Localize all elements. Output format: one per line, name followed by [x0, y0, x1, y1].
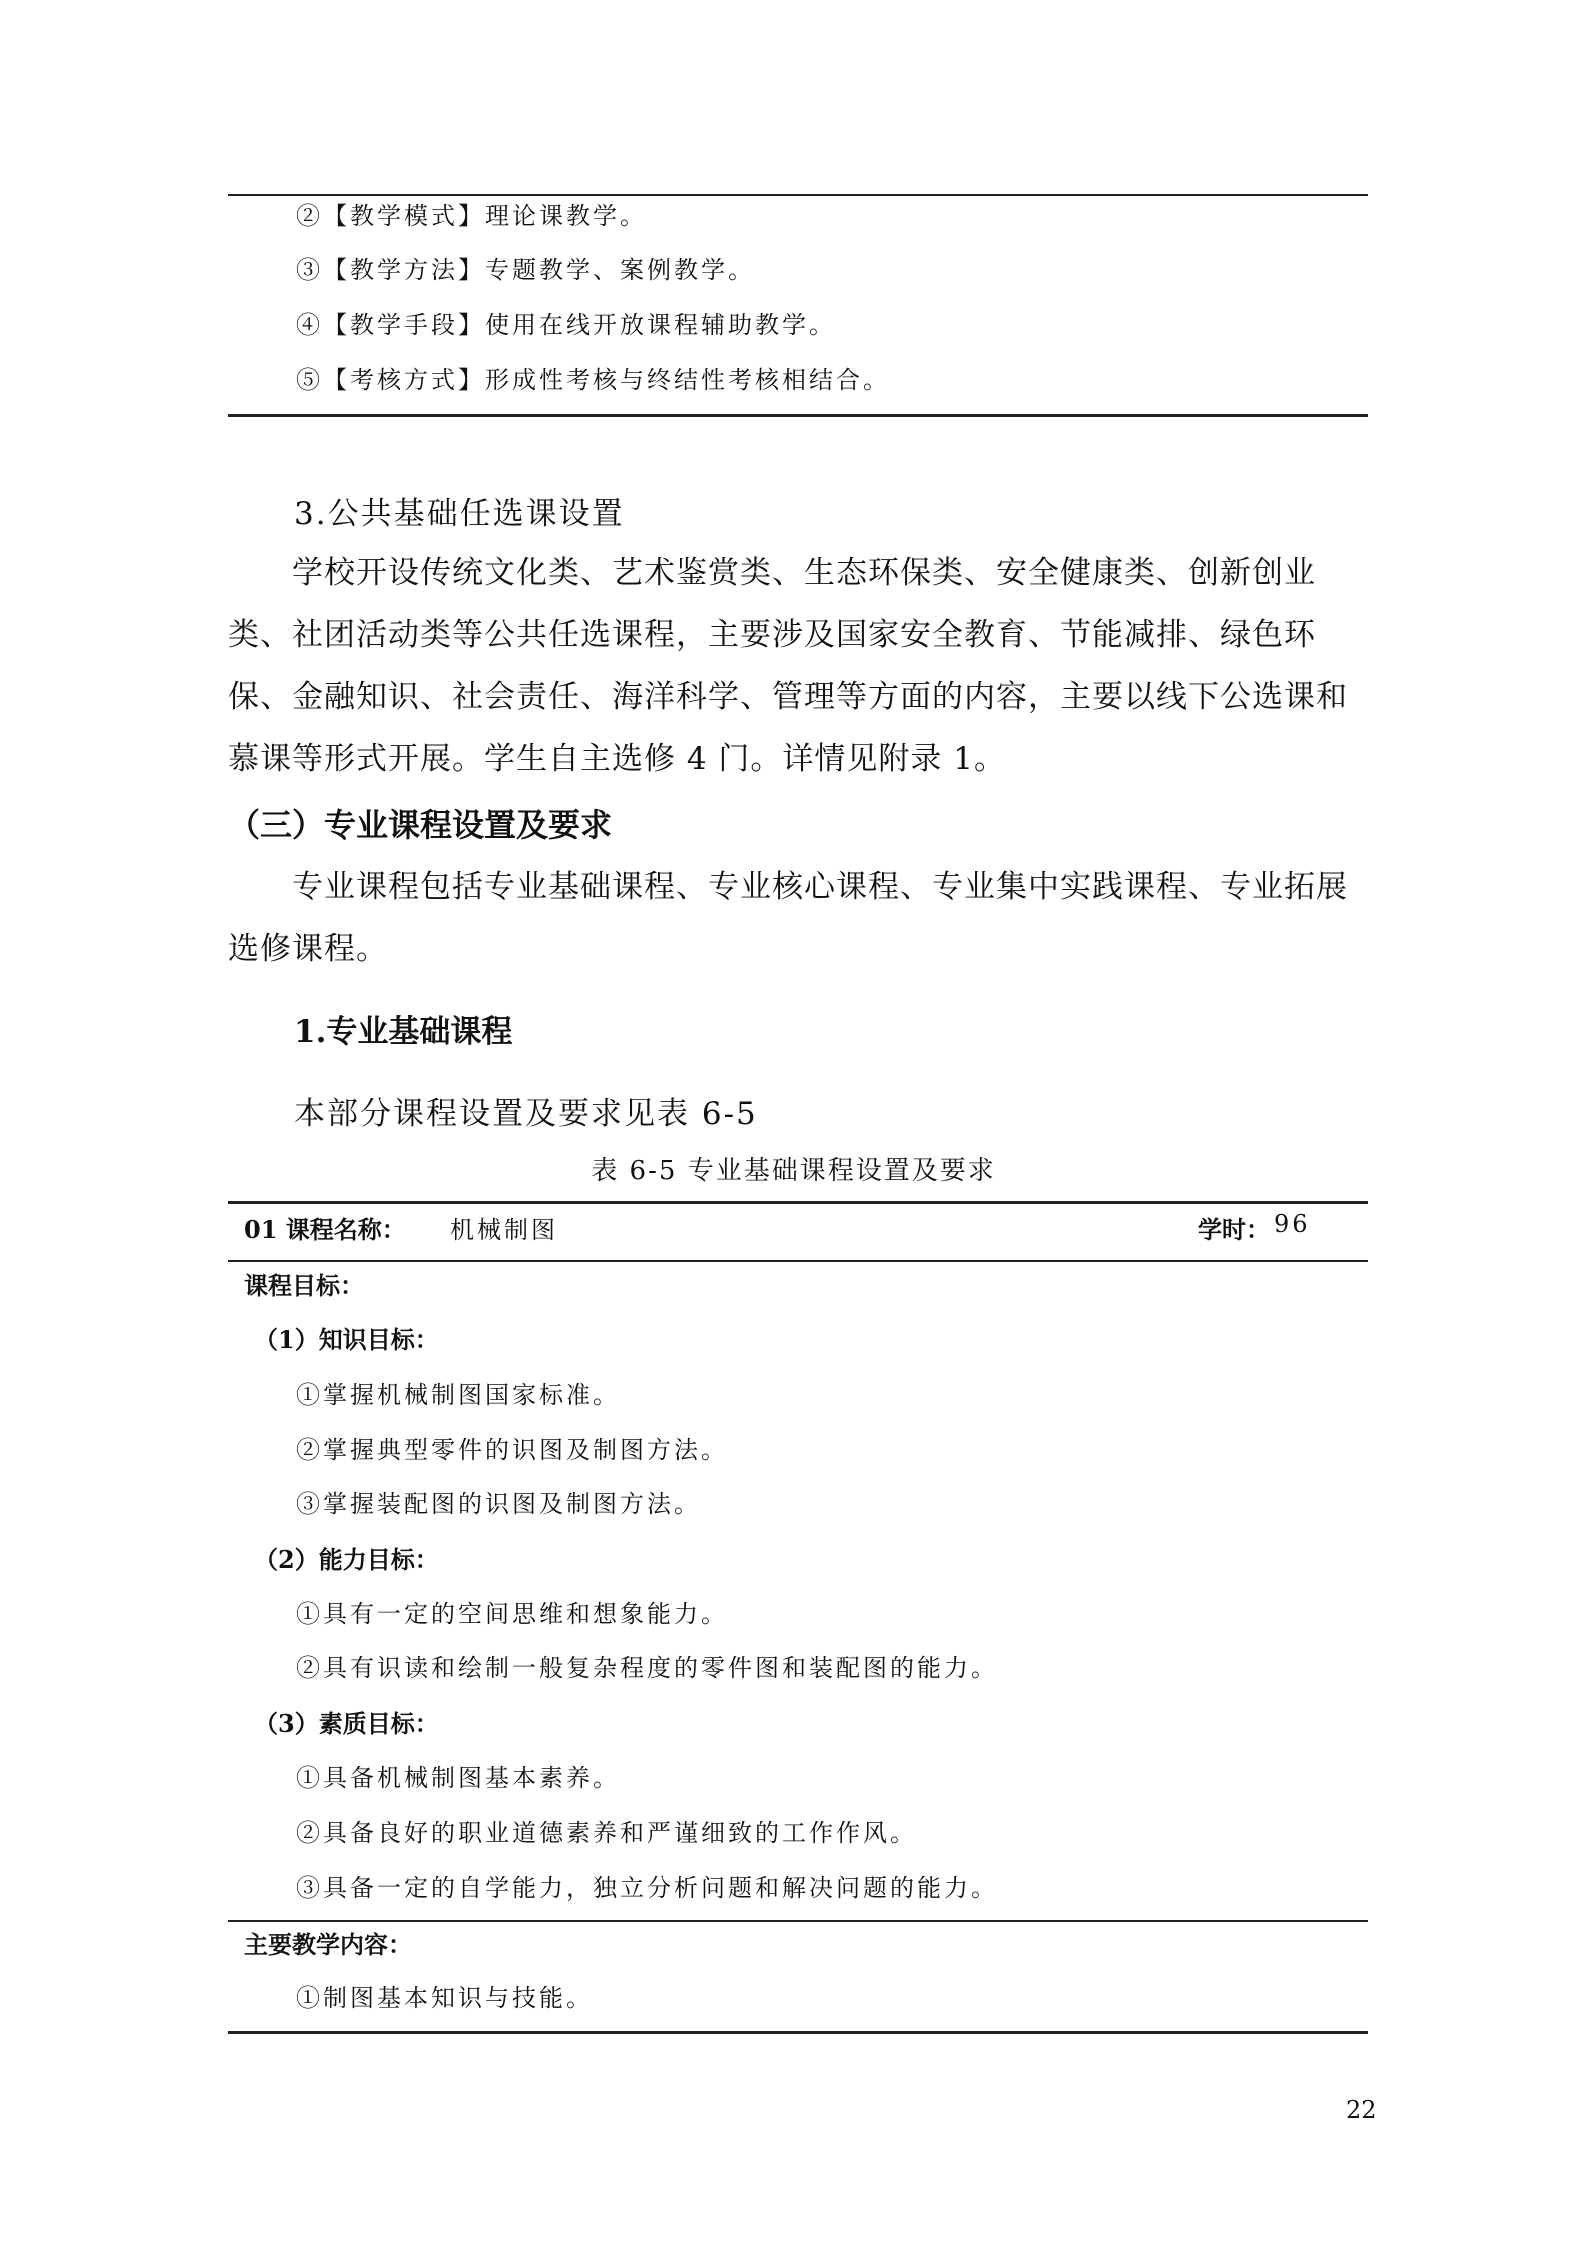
course-name-label: 01 课程名称： — [244, 1215, 406, 1244]
ability-goal-label: （2）能力目标： — [254, 1545, 439, 1574]
quality-item: ②具备良好的职业道德素养和严谨细致的工作作风。 — [296, 1819, 917, 1847]
quality-item: ①具备机械制图基本素养。 — [296, 1764, 620, 1792]
hours-label: 学时： — [1198, 1215, 1270, 1244]
ability-item: ②具有识读和绘制一般复杂程度的零件图和装配图的能力。 — [296, 1654, 998, 1682]
course-table-top-rule — [228, 1201, 1368, 1204]
course-table-bottom-rule — [228, 2031, 1368, 2034]
teaching-content-label: 主要教学内容： — [244, 1930, 412, 1959]
course-goals-label: 课程目标： — [244, 1271, 364, 1300]
teaching-means-line: ④【教学手段】使用在线开放课程辅助教学。 — [296, 311, 836, 339]
knowledge-item: ①掌握机械制图国家标准。 — [296, 1381, 620, 1409]
hours-value: 96 — [1274, 1210, 1311, 1238]
section-3-heading: 3.公共基础任选课设置 — [294, 496, 625, 532]
section-3-text: 学校开设传统文化类、艺术鉴赏类、生态环保类、安全健康类、创新创业类、社团活动类等公共任选课程，主要涉及国家安全教育、节能减排、绿色环保、金融知识、社会责任、海洋科学、管理等方面的内容，主要以线下公选课和慕课等形式开展。学生自主选修 4 门。详情见附录 1。 — [228, 555, 1348, 777]
quality-item: ③具备一定的自学能力，独立分析问题和解决问题的能力。 — [296, 1874, 998, 1902]
ability-item: ①具有一定的空间思维和想象能力。 — [296, 1600, 728, 1628]
major-course-paragraph — [228, 856, 1368, 980]
major-course-heading: （三）专业课程设置及要求 — [228, 806, 613, 844]
teaching-mode-line: ②【教学模式】理论课教学。 — [296, 202, 647, 230]
page-number: 22 — [1346, 2096, 1377, 2124]
content-divider-rule — [228, 1920, 1368, 1922]
table-caption: 表 6-5 专业基础课程设置及要求 — [591, 1156, 996, 1186]
course-header-rule — [228, 1260, 1368, 1262]
basic-course-heading: 1.专业基础课程 — [294, 1014, 513, 1050]
quality-goal-label: （3）素质目标： — [254, 1709, 439, 1738]
teaching-method-line: ③【教学方法】专题教学、案例教学。 — [296, 256, 755, 284]
knowledge-item: ②掌握典型零件的识图及制图方法。 — [296, 1436, 728, 1464]
course-name-value: 机械制图 — [450, 1216, 558, 1244]
basic-course-intro: 本部分课程设置及要求见表 6-5 — [294, 1096, 758, 1132]
content-item: ①制图基本知识与技能。 — [296, 1984, 593, 2012]
major-course-text: 专业课程包括专业基础课程、专业核心课程、专业集中实践课程、专业拓展选修课程。 — [228, 869, 1348, 967]
table-bottom-rule — [228, 414, 1368, 417]
assessment-line: ⑤【考核方式】形成性考核与终结性考核相结合。 — [296, 366, 890, 394]
section-3-paragraph — [228, 542, 1368, 790]
knowledge-item: ③掌握装配图的识图及制图方法。 — [296, 1490, 701, 1518]
knowledge-goal-label: （1）知识目标： — [254, 1325, 439, 1354]
